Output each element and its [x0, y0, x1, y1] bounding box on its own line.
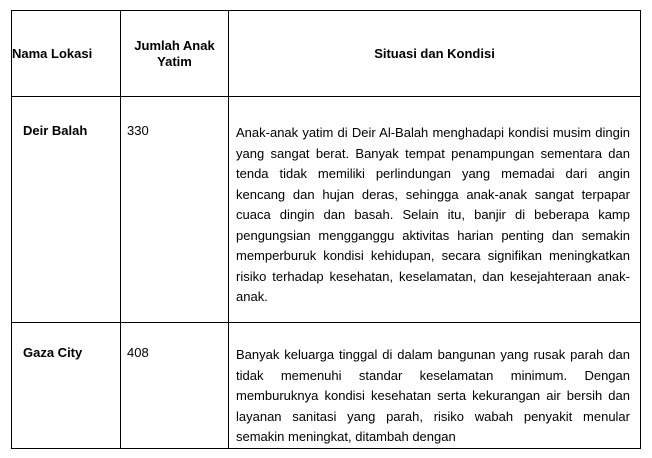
orphan-situation-table	[11, 10, 641, 449]
situation-text: Anak-anak yatim di Deir Al-Balah menghadapi kondisi musim dingin yang sangat berat. Banyak tempat penampungan sementara dan tenda tidak memiliki perlindungan yang memadai dari angin kencang dan hujan deras, sehingga anak-anak sangat terpapar cuaca dingin dan basah. Selain itu, banjir di beberapa kamp pengungsian mengganggu aktivitas harian penting dan semakin memperburuk kondisi kehidupan, secara signifikan meningkatkan risiko terhadap kesehatan, keselamatan, dan kesejahteraan anak-anak.	[236, 125, 630, 304]
location-name: Deir Balah	[23, 123, 88, 138]
cell-orphan-count	[121, 97, 229, 323]
header-situation: Situasi dan Kondisi	[229, 11, 641, 97]
cell-location	[12, 323, 121, 449]
cell-situation	[229, 97, 641, 323]
location-name: Gaza City	[23, 345, 83, 360]
situation-text: Banyak keluarga tinggal di dalam bangunan yang rusak parah dan tidak memenuhi standar keselamatan minimum. Dengan memburuknya kondisi kesehatan serta kekurangan air bersih dan layanan sanitasi yang parah, risiko wabah penyakit menular semakin meningkat, ditambah dengan	[236, 347, 630, 444]
cell-situation	[229, 323, 641, 449]
header-location: Nama Lokasi	[12, 11, 121, 97]
table-header-row	[12, 11, 641, 97]
orphan-count: 408	[127, 345, 149, 360]
cell-orphan-count	[121, 323, 229, 449]
table-row	[12, 97, 641, 323]
cell-location	[12, 97, 121, 323]
orphan-count: 330	[127, 123, 149, 138]
table-row	[12, 323, 641, 449]
header-orphan-count: Jumlah Anak Yatim	[121, 11, 229, 97]
